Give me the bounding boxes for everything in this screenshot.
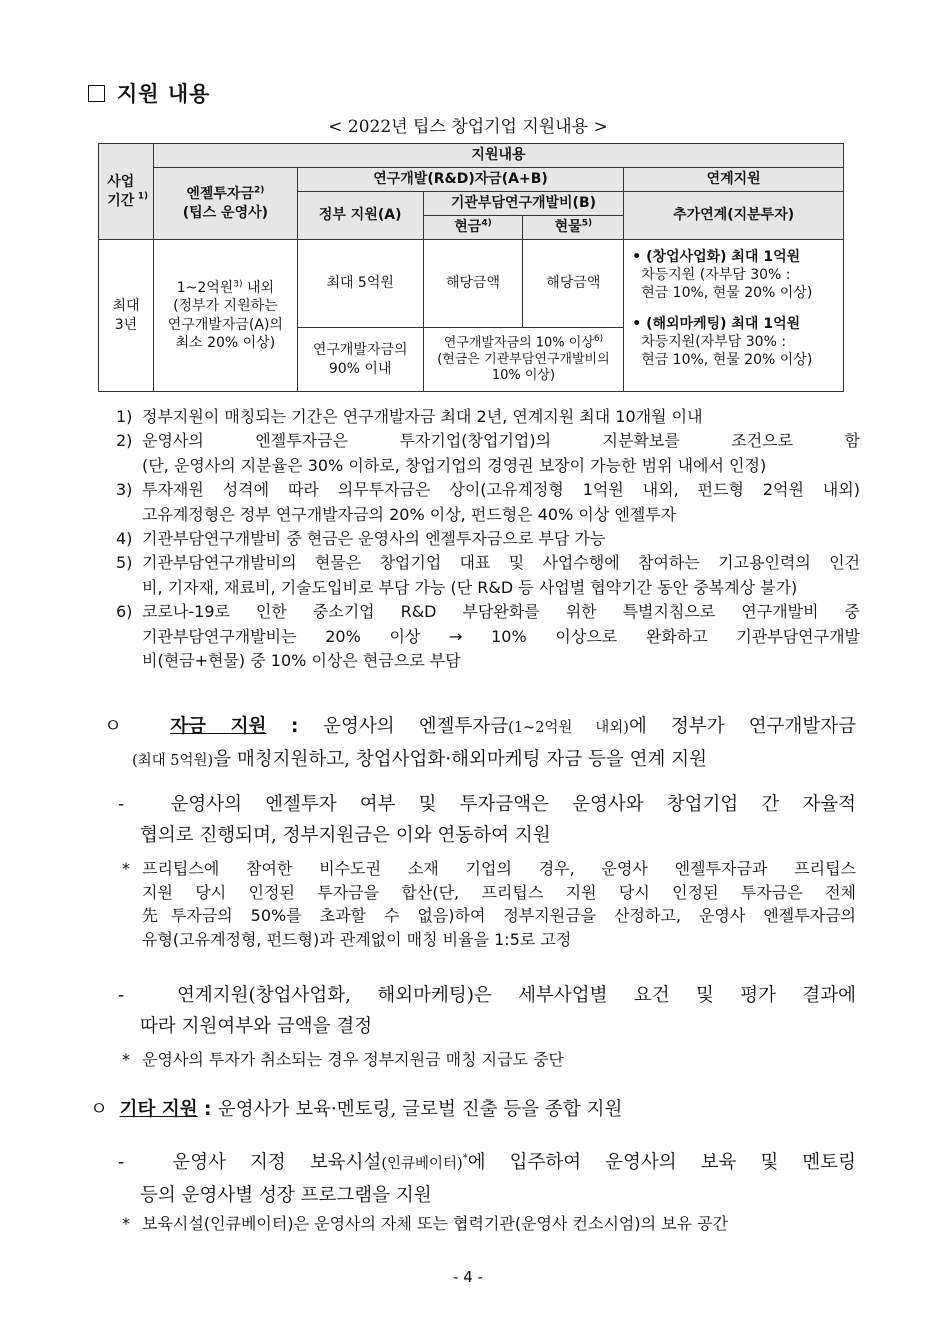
extra-header: 추가연계(지분투자)	[624, 192, 844, 240]
inst-ratio: 연구개발자금의 10% 이상$^{6)}$ (현금은 기관부담연구개발비의 10% 이상)	[423, 328, 624, 392]
star-note-line: 유형(고유계정형, 펀드형)과 관계없이 매칭 비율을 1:5로 고정	[142, 929, 572, 949]
footnote-line: 1) 정부지원이 매칭되는 기간은 연구개발자금 최대 2년, 연계지원 최대 10개월 이내	[116, 407, 703, 426]
kind-value: 해당금액	[523, 240, 624, 328]
period-header: 사업기간 $^{1)}$	[99, 144, 154, 240]
circle-bullet-icon: ㅇ	[104, 716, 122, 737]
other-star-note: * 보육시설(인큐베이터)은 운영사의 자체 또는 협력기관(운영사 컨소시엄)의 보유 공간	[122, 1214, 729, 1233]
circle-bullet-icon: ㅇ	[90, 1099, 108, 1120]
linked-header: 연계지원	[624, 168, 844, 192]
linked-item-marketing: • (해외마케팅) 최대 1억원 차등지원(자부담 30% : 현금 10%, 현물 20% 이상)	[632, 315, 813, 368]
footnote-line: 6) 코로나-19로 인한 중소기업 R&D 부담완화를 위한 특별지침으로 연구개발비 중	[116, 602, 860, 622]
table-caption: < 2022년 팁스 창업기업 지원내용 >	[328, 117, 608, 137]
cash-value: 해당금액	[423, 240, 523, 328]
rnd-header: 연구개발(R&D)자금(A+B)	[297, 168, 624, 192]
star-note-line: 프리팁스에 참여한 비수도권 소재 기업의 경우, 운영사 엔젤투자금과 프리팁스	[142, 859, 856, 878]
footnote-line: 2) 운영사의 엔젤투자금은 투자기업(창업기업)의 지분확보를 조건으로 함	[116, 431, 860, 451]
period-value: 최대 3년	[99, 240, 154, 392]
linked-value	[624, 240, 844, 392]
kind-header: 현물$^{5)}$	[523, 216, 624, 240]
gov-header: 정부 지원(A)	[297, 192, 423, 240]
page-number: - 4 -	[453, 1268, 483, 1286]
angel-header: 엔젤투자금$^{2)}$ (팁스 운영사)	[153, 168, 297, 240]
cash-header: 현금$^{4)}$	[423, 216, 523, 240]
fund-dash-2: - 연계지원(창업사업화, 해외마케팅)은 세부사업별 요건 및 평가 결과에 따라 지원여부와 금액을 결정	[118, 985, 856, 1037]
footnote-line: 비(현금+현물) 중 10% 이상은 현금으로 부담	[142, 651, 461, 671]
fund-support-title: 자금 지원	[170, 716, 267, 737]
footnote-line: (단, 운영사의 지분율은 30% 이하로, 창업기업의 경영권 보장이 가능한 범위 내에서 인정)	[142, 455, 767, 475]
gov-value: 최대 5억원	[297, 240, 423, 328]
fund-star-note-1: * 프리팁스에 참여한 비수도권 소재 기업의 경우, 운영사 엔젤투자금과 프리팁스 지원 당시 인정된 투자금을 합산(단, 프리팁스 지원 당시 인정된 투자금은 전체 先투자금의 50%를 초과할 수 없음)하여 정부지원금을 산정하고, 운영사 엔젤투자금의 유형(고유계정형, 펀드형)과 관계없이 매칭 비율을 1:5로 고정	[122, 857, 856, 951]
fund-star-note-2: * 운영사의 투자가 취소되는 경우 정부지원금 매칭 지급도 중단	[122, 1050, 565, 1069]
inst-header: 기관부담연구개발비(B)	[423, 192, 624, 216]
footnote-line: 기관부담연구개발비는 20% 이상 → 10% 이상으로 완화하고 기관부담연구개발	[142, 626, 860, 646]
footnote-line: 고유계정형은 정부 연구개발자금의 20% 이상, 펀드형은 40% 이상 엔젤투자	[142, 504, 677, 524]
fund-dash-1: - 운영사의 엔젤투자 여부 및 투자금액은 운영사와 창업기업 간 자율적 협의로 진행되며, 정부지원금은 이와 연동하여 지원	[118, 794, 857, 846]
footnote-line: 비, 기자재, 재료비, 기술도입비로 부담 가능 (단 R&D 등 사업별 협약기간 동안 중복계상 불가)	[142, 577, 798, 597]
footnote-line: 5) 기관부담연구개발비의 현물은 창업기업 대표 및 사업수행에 참여하는 기고용인력의 인건	[116, 553, 860, 573]
linked-item-startup: • (창업사업화) 최대 1억원 차등지원 (자부담 30% : 현금 10%, 현물 20% 이상)	[632, 249, 813, 302]
fund-support-paragraph: ㅇ 자금 지원 : 운영사의 엔젤투자금(1~2억원 내외)에 정부가 연구개발자금 (최대 5억원)을 매칭지원하고, 창업사업화·해외마케팅 자금 등을 연계 지원	[104, 716, 856, 770]
checkbox-square-icon	[88, 85, 105, 102]
gov-ratio: 연구개발자금의 90% 이내	[297, 328, 423, 392]
footnote-line: 4) 기관부담연구개발비 중 현금은 운영사의 엔젤투자금으로 부담 가능	[116, 529, 606, 549]
angel-value: 1~2억원$^{3)}$ 내외 (정부가 지원하는 연구개발자금(A)의 최소 20% 이상)	[153, 240, 297, 392]
other-support-paragraph: ㅇ 기타 지원 : 운영사가 보육·멘토링, 글로벌 진출 등을 종합 지원	[90, 1099, 623, 1120]
support-content-header: 지원내용	[153, 144, 843, 168]
star-note-line: 先투자금의 50%를 초과할 수 없음)하여 정부지원금을 산정하고, 운영사 엔젤투자금의	[142, 906, 856, 925]
other-support-title: 기타 지원	[119, 1099, 198, 1120]
footnote-list	[116, 405, 860, 673]
star-note-line: 지원 당시 인정된 투자금을 합산(단, 프리팁스 지원 당시 인정된 투자금은 전체	[142, 882, 856, 902]
support-table	[98, 143, 844, 392]
section-heading: 지원 내용	[88, 78, 210, 108]
other-dash: - 운영사 지정 보육시설(인큐베이터)*에 입주하여 운영사의 보육 및 멘토링 등의 운영사별 성장 프로그램을 지원	[118, 1152, 856, 1207]
footnote-line: 3) 투자재원 성격에 따라 의무투자금은 상이(고유계정형 1억원 내외, 펀드형 2억원 내외)	[116, 480, 860, 500]
